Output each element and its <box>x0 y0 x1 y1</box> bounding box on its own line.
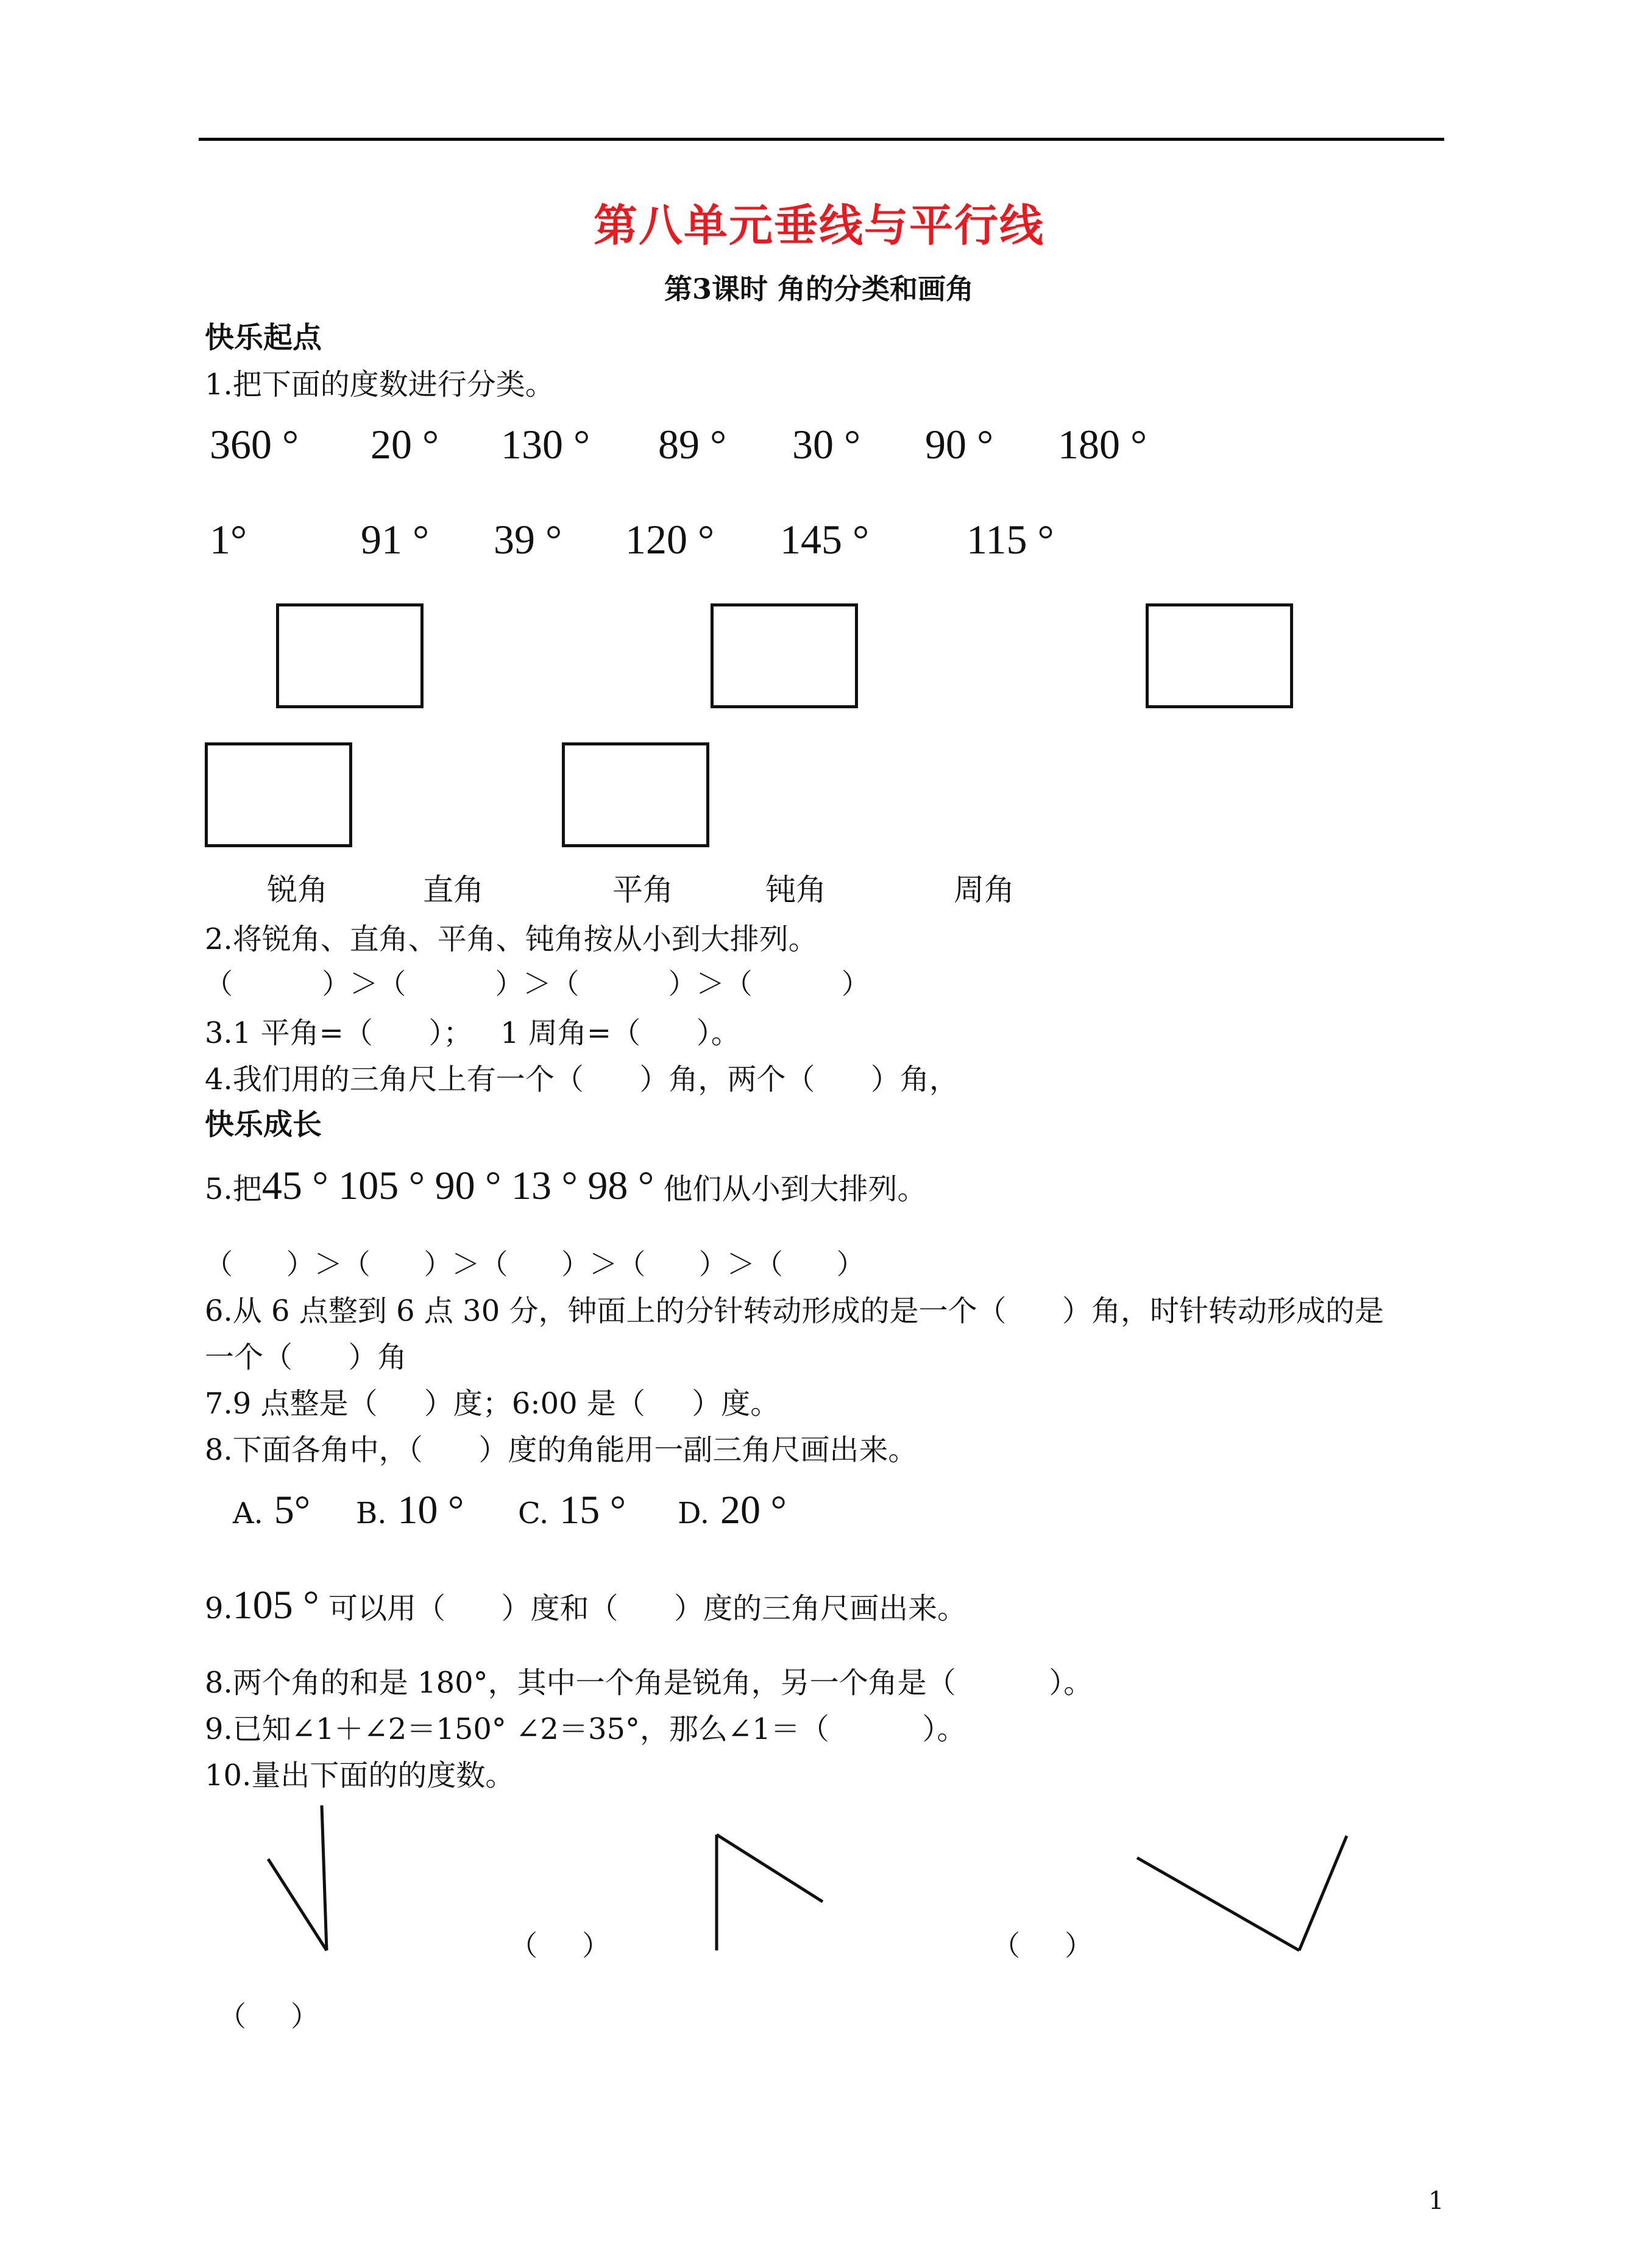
question-6-line-2: 一个（ ）角 <box>205 1340 407 1374</box>
degree-value: 90 ° <box>925 421 994 467</box>
option-letter: B. <box>356 1496 387 1530</box>
degree-value: 145 ° <box>780 516 870 563</box>
degree-value: 130 ° <box>501 421 590 467</box>
question-8: 8.下面各角中，（ ）度的角能用一副三角尺画出来。 <box>205 1433 918 1467</box>
option-letter: A. <box>233 1496 263 1530</box>
category-label: 直角 <box>423 872 484 908</box>
question-6-line-1: 6.从 6 点整到 6 点 30 分，钟面上的分针转动形成的是一个（ ）角，时针转动形成的是 <box>205 1294 1384 1328</box>
question-1: 1.把下面的度数进行分类。 <box>205 368 555 402</box>
degree-value: 180 ° <box>1058 421 1147 467</box>
option-letter: D. <box>678 1496 710 1530</box>
degree-value: 20 ° <box>370 421 439 467</box>
option-value: 20 ° <box>720 1488 787 1532</box>
question-4: 4.我们用的三角尺上有一个（ ）角，两个（ ）角， <box>205 1062 959 1097</box>
question-7: 7.9 点整是（ ）度；6:00 是（ ）度。 <box>205 1387 780 1421</box>
question-10: 10.量出下面的的度数。 <box>205 1758 515 1793</box>
degree-value: 360 ° <box>210 421 299 467</box>
question-5-suffix: 他们从小到大排列。 <box>663 1172 927 1206</box>
option-value: 10 ° <box>397 1488 464 1532</box>
section-heading-start: 快乐起点 <box>205 321 322 355</box>
answer-blank[interactable]: （ ） <box>509 1929 611 1962</box>
answer-blank[interactable]: （ ） <box>218 2000 319 2033</box>
answer-blank[interactable]: （ ） <box>992 1929 1093 1962</box>
question-5-blanks: （ ）＞（ ）＞（ ）＞（ ）＞（ ） <box>205 1248 865 1281</box>
question-9-value: 105 ° <box>232 1583 319 1627</box>
question-9-prefix: 9. <box>205 1591 233 1626</box>
question-9-suffix: 可以用（ ）度和（ ）度的三角尺画出来。 <box>328 1591 967 1626</box>
question-2-blanks: （ ）＞（ ）＞（ ）＞（ ） <box>205 967 870 1000</box>
category-label: 锐角 <box>267 872 328 908</box>
page-title: 第八单元垂线与平行线 <box>593 199 1044 251</box>
category-label: 周角 <box>954 872 1015 908</box>
degree-value: 115 ° <box>966 516 1054 563</box>
degree-value: 91 ° <box>361 516 430 563</box>
option-value: 5° <box>274 1488 311 1532</box>
question-3: 3.1 平角=（ ）； 1 周角=（ ）。 <box>205 1016 740 1050</box>
degree-value: 39 ° <box>494 516 562 563</box>
degree-value: 1° <box>210 516 247 563</box>
question-5-values: 45 ° 105 ° 90 ° 13 ° 98 ° <box>261 1164 654 1208</box>
angle-figure-3 <box>1137 1836 1347 1950</box>
question-8b: 8.两个角的和是 180°，其中一个角是锐角，另一个角是（ ）。 <box>205 1666 1093 1700</box>
angle-figure-2 <box>717 1835 823 1950</box>
category-label: 平角 <box>612 872 673 908</box>
degree-value: 120 ° <box>625 516 715 563</box>
page-number: 1 <box>1428 2187 1444 2215</box>
question-9b: 9.已知∠1＋∠2＝150° ∠2＝35°，那么∠1＝（ ）。 <box>205 1712 966 1746</box>
option-letter: C. <box>518 1496 549 1530</box>
question-5-prefix: 5.把 <box>205 1172 262 1206</box>
angle-figure-1 <box>268 1805 327 1950</box>
degree-value: 30 ° <box>792 421 861 467</box>
page-subtitle: 第3课时 角的分类和画角 <box>664 272 974 305</box>
degree-value: 89 ° <box>658 421 727 467</box>
category-label: 钝角 <box>765 872 826 908</box>
section-heading-growth: 快乐成长 <box>205 1107 322 1142</box>
question-2: 2.将锐角、直角、平角、钝角按从小到大排列。 <box>205 922 818 956</box>
option-value: 15 ° <box>559 1488 626 1532</box>
